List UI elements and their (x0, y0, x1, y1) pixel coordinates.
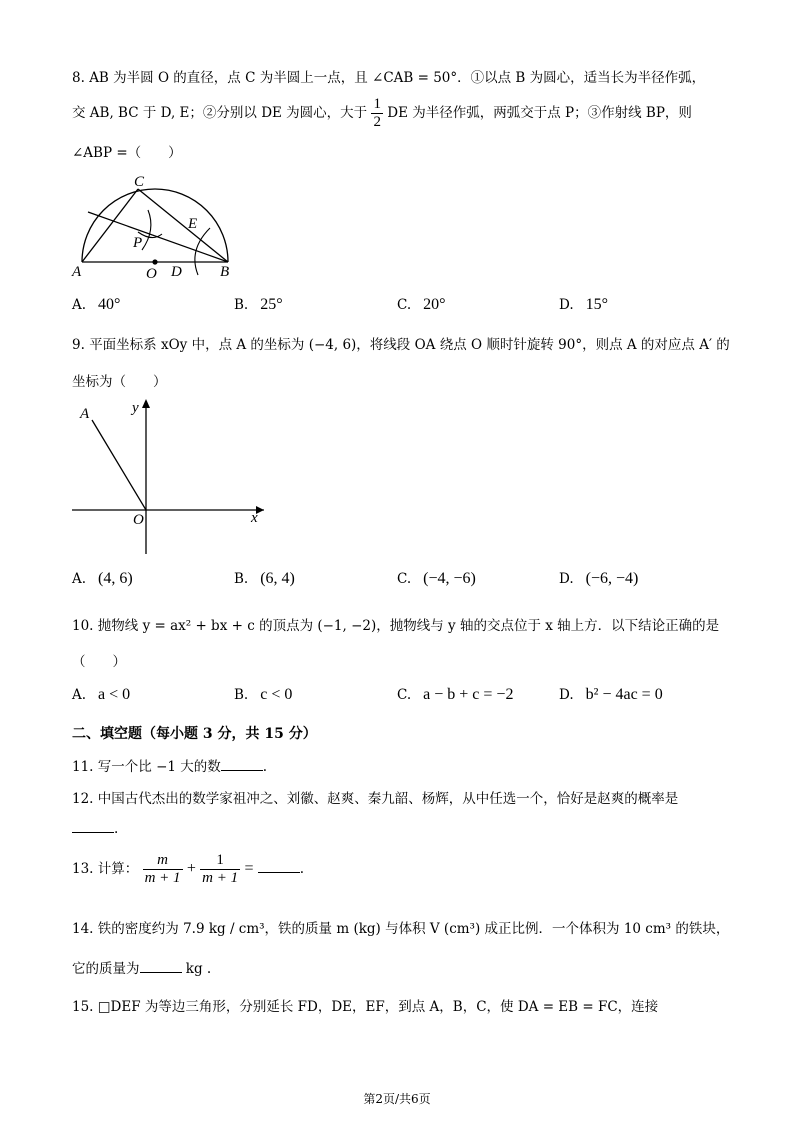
option-letter: D. (559, 687, 574, 703)
q13-label: 计算： (97, 861, 139, 877)
q9-figure (68, 396, 268, 558)
q15-number: 15. (72, 999, 94, 1015)
label-a: A (72, 264, 82, 280)
q15 (72, 995, 658, 1015)
option-letter: C. (397, 297, 412, 313)
q11-answer-blank[interactable] (221, 756, 263, 771)
q8-option-c[interactable] (397, 296, 446, 314)
q9-option-c[interactable] (397, 570, 476, 588)
q10-option-c[interactable] (397, 686, 513, 704)
option-value: 40° (98, 296, 121, 313)
q14-answer-blank[interactable] (140, 958, 182, 973)
q8-line2 (72, 96, 692, 131)
q9-option-a[interactable] (72, 570, 133, 588)
option-value: (−6, −4) (585, 570, 639, 587)
label-y: y (132, 400, 139, 416)
y-axis-arrow (142, 399, 150, 408)
fraction-numerator: 1 (200, 852, 240, 870)
q12-text: 中国古代杰出的数学家祖冲之、刘徽、赵爽、秦九韶、杨辉，从中任选一个，恰好是赵爽的概率是 (97, 791, 679, 807)
option-letter: D. (559, 297, 574, 313)
q9-option-b[interactable] (234, 570, 295, 588)
q13-period: . (299, 861, 305, 877)
option-letter: D. (559, 571, 574, 587)
q11-period: . (262, 759, 268, 775)
q12-line1 (72, 787, 678, 807)
option-letter: B. (234, 297, 249, 313)
q9-line1 (72, 333, 730, 353)
equals-sign: = (244, 860, 254, 877)
q8-option-b[interactable] (234, 296, 283, 314)
arc-p-1 (142, 210, 151, 250)
q8-fraction (371, 96, 383, 131)
page-footer: 第2页/共6页 (363, 1092, 431, 1106)
section-heading: 二、填空题（每小题 3 分，共 15 分） (72, 726, 317, 742)
q14-text-1: 铁的密度约为 7.9 kg / cm³，铁的质量 m (kg) 与体积 V (cm³) 成正比例．一个体积为 10 cm³ 的铁块， (97, 921, 730, 937)
option-value: c < 0 (260, 686, 293, 703)
option-value: (4, 6) (98, 570, 133, 587)
q10-option-a[interactable] (72, 686, 130, 704)
option-value: b² − 4ac = 0 (585, 686, 663, 703)
q12-answer-blank[interactable] (72, 818, 114, 833)
q13-answer-blank[interactable] (258, 858, 300, 873)
q8-text-3: ∠ABP =（ ） (72, 145, 182, 161)
q11 (72, 755, 267, 775)
q8-figure (70, 170, 250, 282)
option-letter: A. (72, 297, 87, 313)
q12-number: 12. (72, 791, 94, 807)
segment-cb (138, 189, 228, 262)
label-p: P (133, 235, 143, 251)
q11-number: 11. (72, 759, 94, 775)
q12-line2 (72, 818, 118, 837)
label-o: O (146, 266, 157, 282)
q14-unit: kg . (185, 961, 212, 977)
q8-frac-numerator: 1 (373, 96, 381, 112)
option-value: a − b + c = −2 (423, 686, 514, 703)
option-value: 15° (585, 296, 609, 313)
fraction-denominator: m + 1 (202, 870, 239, 886)
q10-number: 10. (72, 618, 94, 634)
q8-line1 (72, 66, 705, 86)
q13-fraction-1 (143, 852, 183, 887)
q10-option-b[interactable] (234, 686, 292, 704)
q8-text-1: AB 为半圆 O 的直径，点 C 为半圆上一点，且 ∠CAB = 50°．①以点 B 为圆心，适当长为半径作弧， (89, 70, 706, 86)
option-value: 20° (423, 296, 446, 313)
label-o: O (133, 512, 144, 528)
q13-number: 13. (72, 861, 94, 877)
q8-text-2b: DE 为半径作弧，两弧交于点 P；③作射线 BP，则 (387, 105, 692, 121)
q10-line1 (72, 614, 719, 634)
semicircle-arc (82, 189, 228, 262)
q8-number: 8. (72, 70, 85, 86)
option-value: (6, 4) (260, 570, 295, 587)
q8-frac-denominator: 2 (373, 114, 381, 130)
label-x: x (251, 510, 258, 526)
q10-text-1: 抛物线 y = ax² + bx + c 的顶点为 (−1, −2)，抛物线与 y 轴的交点位于 x 轴上方．以下结论正确的是 (97, 618, 720, 634)
option-value: (−4, −6) (423, 570, 476, 587)
q8-option-a[interactable] (72, 296, 120, 314)
option-value: 25° (260, 296, 283, 313)
option-letter: C. (397, 571, 412, 587)
plus-sign: + (186, 860, 196, 877)
q14-text-2a: 它的质量为 (72, 961, 140, 977)
q9-text-1: 平面坐标系 xOy 中，点 A 的坐标为 (−4, 6)，将线段 OA 绕点 O 顺时针旋转 90°，则点 A 的对应点 A′ 的 (89, 337, 730, 353)
q13 (72, 852, 304, 887)
q8-option-d[interactable] (559, 296, 608, 314)
segment-oa (92, 420, 146, 510)
label-d: D (171, 264, 182, 280)
label-c: C (134, 174, 145, 190)
option-letter: A. (72, 687, 87, 703)
label-a: A (80, 406, 90, 422)
q9-option-d[interactable] (559, 570, 638, 588)
q8-text-2a: 交 AB, BC 于 D, E；②分别以 DE 为圆心，大于 (72, 105, 368, 121)
fraction-numerator: m (143, 852, 183, 870)
q11-text: 写一个比 −1 大的数 (97, 759, 221, 775)
q14-line2 (72, 957, 211, 977)
q10-text-2: （ ） (72, 654, 126, 670)
option-letter: B. (234, 571, 249, 587)
q13-fraction-2 (200, 852, 240, 887)
segment-ac (82, 189, 138, 262)
q9-text-2: 坐标为（ ） (72, 374, 167, 390)
fraction-denominator: m + 1 (144, 870, 181, 886)
label-b: B (220, 264, 230, 280)
option-letter: C. (397, 687, 412, 703)
q12-period: . (114, 821, 119, 837)
q15-text: □DEF 为等边三角形，分别延长 FD，DE，EF，到点 A，B，C，使 DA = EB = FC，连接 (97, 999, 659, 1015)
option-letter: A. (72, 571, 87, 587)
q9-number: 9. (72, 337, 85, 353)
q14-line1 (72, 917, 729, 937)
option-letter: B. (234, 687, 249, 703)
q10-option-d[interactable] (559, 686, 663, 704)
option-value: a < 0 (98, 686, 131, 703)
q14-number: 14. (72, 921, 94, 937)
label-e: E (188, 216, 198, 232)
center-o-dot (152, 259, 157, 264)
